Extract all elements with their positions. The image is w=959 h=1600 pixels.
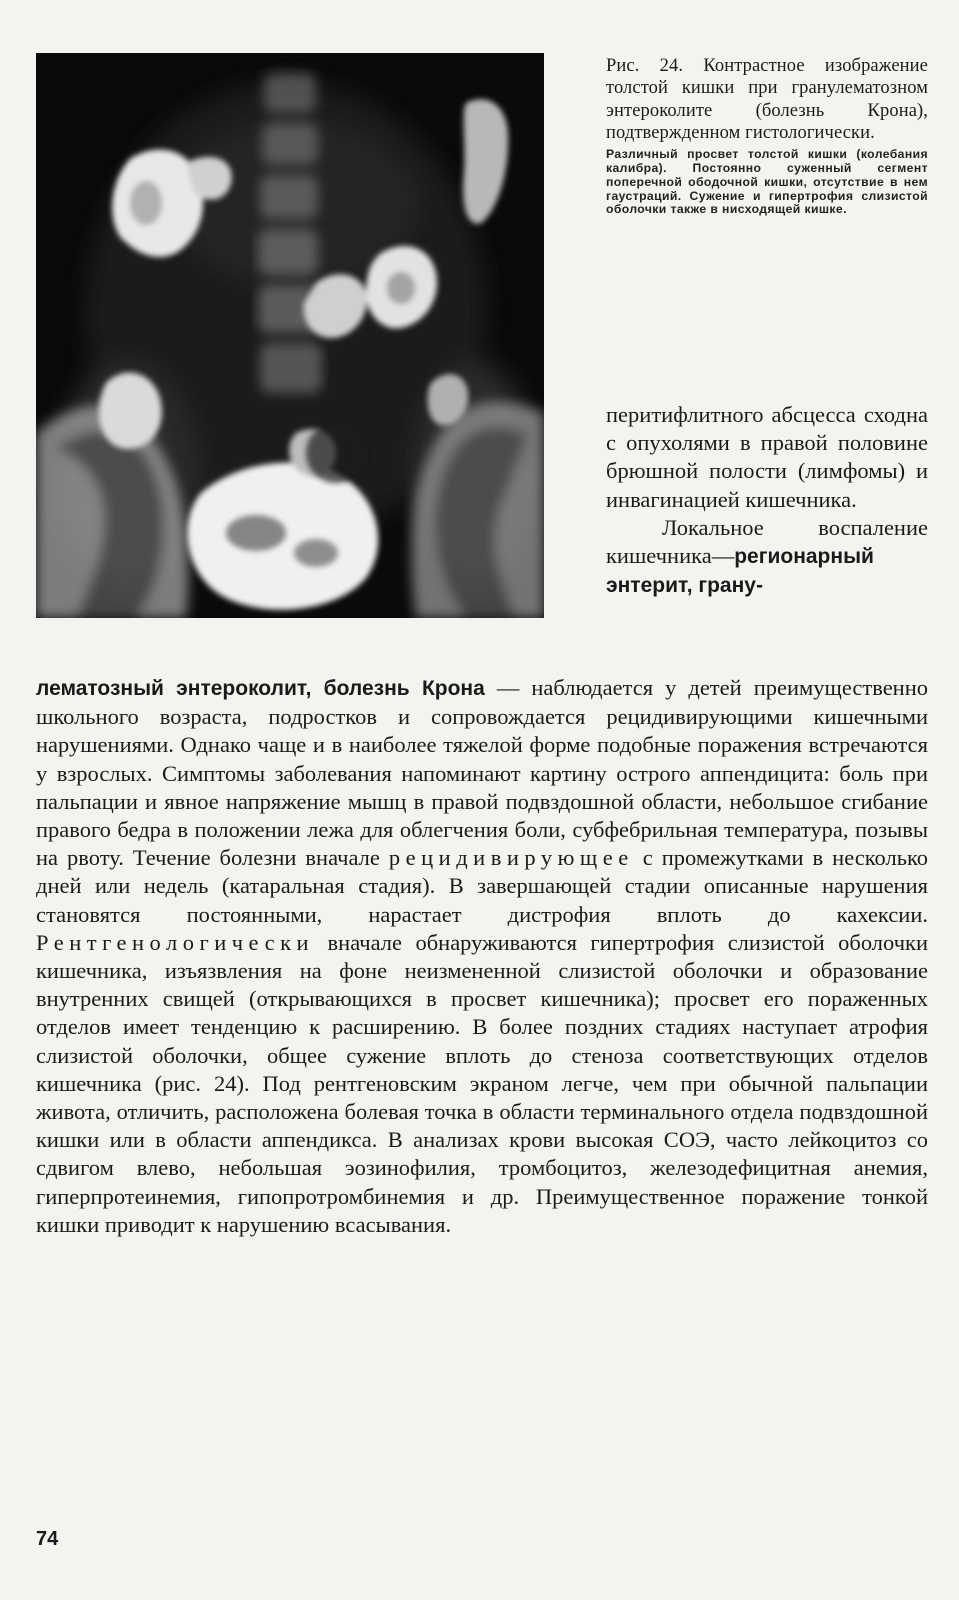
side-paragraph: перитифлитного абсцесса сходна с опухолями в правой половине брюшной полости (лимфомы) и инвагинацией кишечника. [606, 402, 928, 512]
bold-term: регионарный энтерит, грану- [606, 545, 874, 598]
xray-image [36, 53, 544, 618]
xray-image-icon [36, 53, 544, 618]
spaced-word-2: Рентгенологически [36, 929, 315, 955]
side-paragraph-2-start: Локальное воспаление кишечника— [606, 514, 928, 569]
page-number: 74 [36, 1528, 59, 1550]
main-text-3: вначале обнаруживаются гипертрофия слизистой оболочки кишечника, изъязвления на фоне неизмененной слизистой оболочки и образование внутренних свищей (открывающихся в просвет кишечника); просвет его пораженных отделов имеет тенденцию к расширению. В более поздних стадиях наступает атрофия слизистой оболочки, общее сужение вплоть до стеноза соответствующих отделов кишечника (рис. 24). Под рентгеновским экраном легче, чем при обычной пальпации живота, отличить, расположена болевая точка в области терминального отдела подвздошной кишки или в области аппендикса. В анализах крови высокая СОЭ, часто лейкоцитоз со сдвигом влево, небольшая эозинофилия, тромбоцитоз, железодефицитная анемия, гиперпротеинемия, гипопротромбинемия и др. Преимущественное поражение тонкой кишки приводит к нарушению всасывания. [36, 929, 928, 1237]
figure-caption [606, 55, 928, 217]
spaced-word-1: рецидивирующее [388, 845, 634, 871]
main-paragraph [36, 674, 928, 1239]
bold-term-continued: лематозный энтероколит, болезнь Крона [36, 677, 485, 700]
caption-title: Рис. 24. Контрастное изображение толстой кишки при гранулематозном энтероколите (болезнь Крона), подтвержденном гистологически. [606, 56, 928, 143]
side-column-text [606, 401, 928, 600]
main-text-1: — наблюдается у детей преимущественно школьного возраста, подростков и сопровождается рецидивирующими кишечными нарушениями. Однако чаще и в наиболее тяжелой форме подобные поражения встречаются у взрослых. Симптомы заболевания напоминают картину острого аппендицита: боль при пальпации и явное напряжение мышц в правой подвздошной области, небольшое сгибание правого бедра в положении лежа для облегчения боли, субфебрильная температура, позывы на рвоту. Течение болезни вначале [36, 675, 929, 871]
caption-note: Различный просвет толстой кишки (колебания калибра). Постоянно суженный сегмент поперечной ободочной кишки, отсутствие в нем гаустраций. Сужение и гипертрофия слизистой оболочки также в нисходящей кишке. [606, 147, 928, 217]
main-body-text [36, 674, 928, 1239]
main-text-2: с промежутками в несколько дней или недель (катаральная стадия). В завершающей стадии описанные нарушения становятся постоянными, нарастает дистрофия вплоть до кахексии. [36, 845, 929, 927]
side-paragraph-2 [606, 514, 928, 601]
